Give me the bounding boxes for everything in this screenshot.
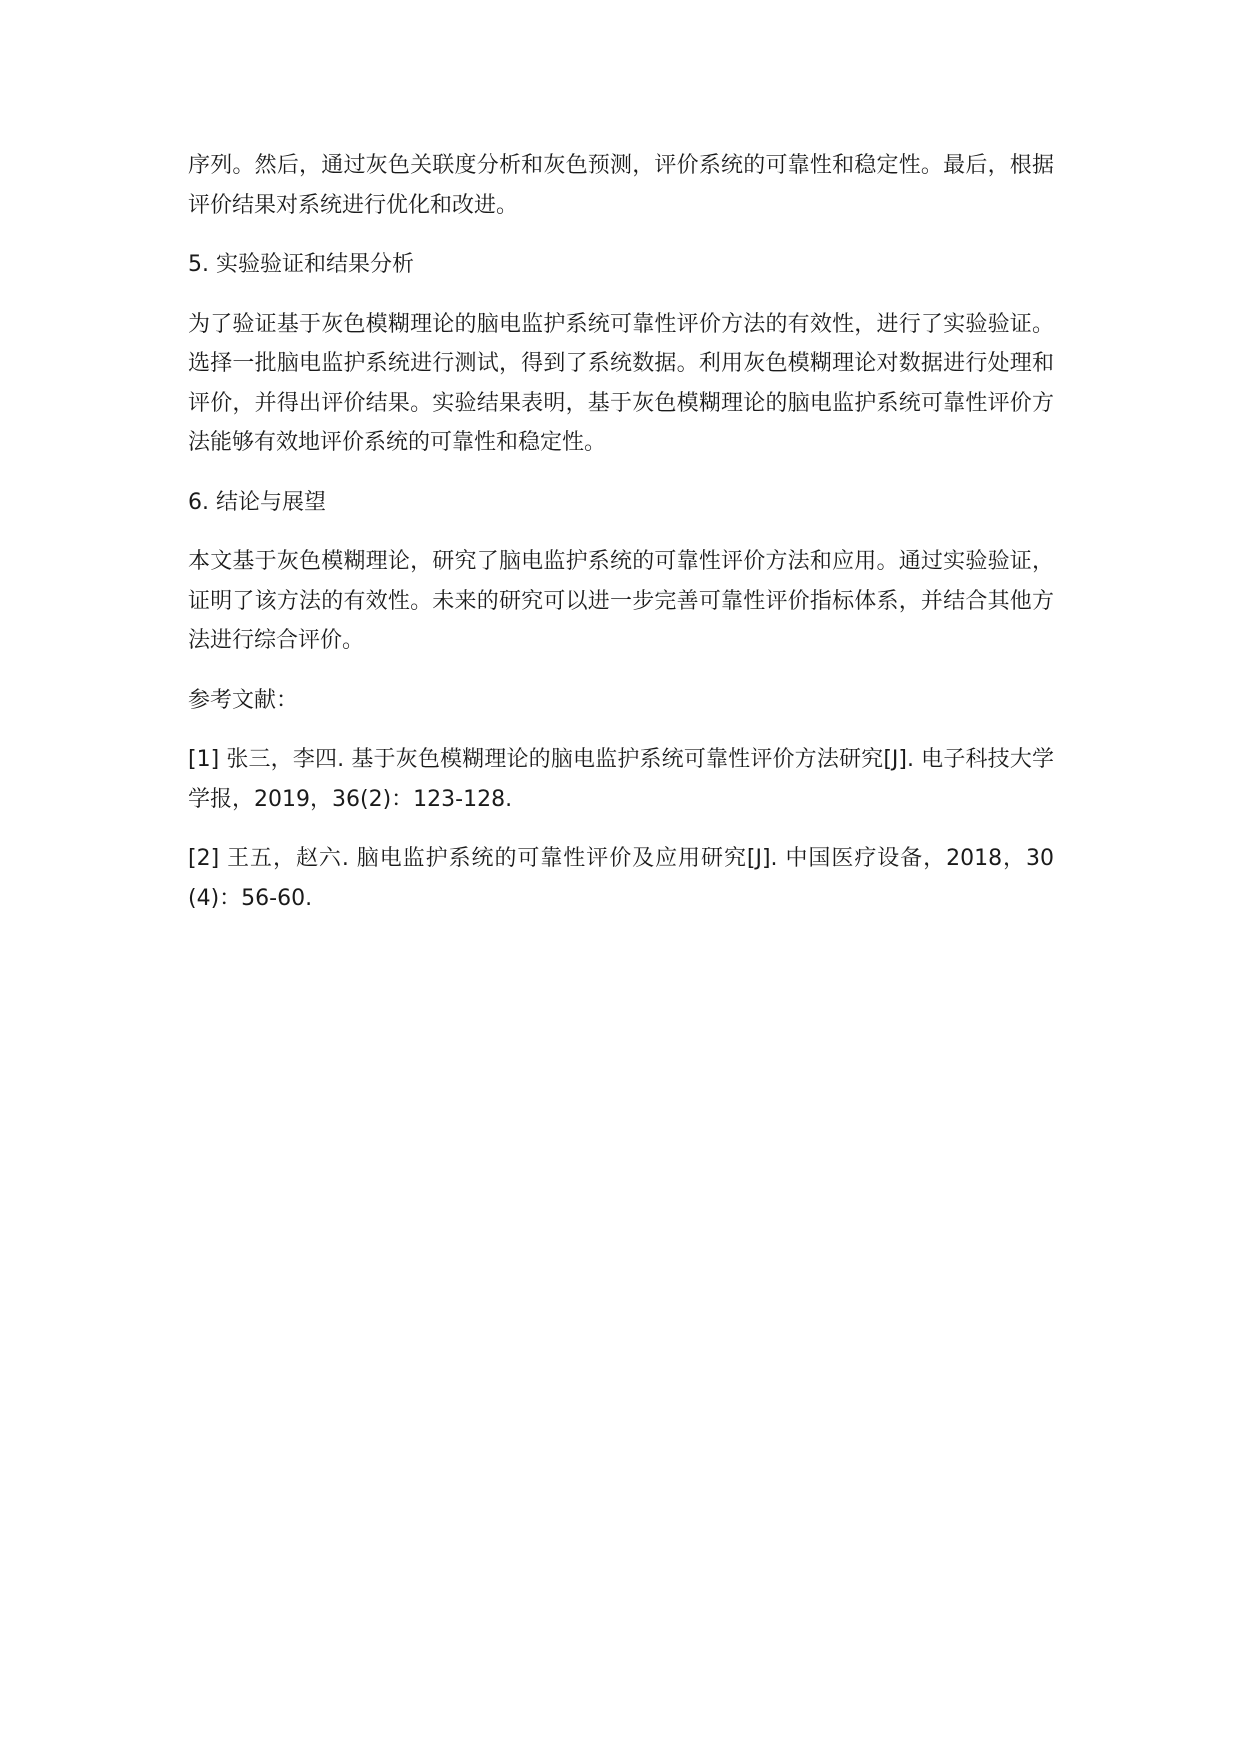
spacer [188,720,1054,740]
spacer [188,285,1054,305]
section-5-heading: 5. 实验验证和结果分析 [188,252,414,277]
section-6-heading: 6. 结论与展望 [188,489,326,515]
references-heading: 参考文献： [188,687,299,713]
intro-continued-paragraph: 序列。然后，通过灰色关联度分析和灰色预测，评价系统的可靠性和稳定性。最后，根据评价结果对系统进行优化和改进。 [188,153,1054,218]
spacer [188,661,1054,681]
spacer [188,819,1054,839]
reference-item: [1] 张三，李四. 基于灰色模糊理论的脑电监护系统可靠性评价方法研究[J]. 电子科技大学学报，2019，36(2)：123-128. [188,747,1054,812]
section-6-paragraph: 本文基于灰色模糊理论，研究了脑电监护系统的可靠性评价方法和应用。通过实验验证，证明了该方法的有效性。未来的研究可以进一步完善可靠性评价指标体系，并结合其他方法进行综合评价。 [188,549,1054,653]
spacer [188,225,1054,245]
spacer [188,522,1054,542]
spacer [188,463,1054,483]
section-5-paragraph: 为了验证基于灰色模糊理论的脑电监护系统可靠性评价方法的有效性，进行了实验验证。选择一批脑电监护系统进行测试，得到了系统数据。利用灰色模糊理论对数据进行处理和评价，并得出评价结果。实验结果表明，基于灰色模糊理论的脑电监护系统可靠性评价方法能够有效地评价系统的可靠性和稳定性。 [188,311,1054,455]
reference-item: [2] 王五，赵六. 脑电监护系统的可靠性评价及应用研究[J]. 中国医疗设备，2018，30(4)：56-60. [188,846,1054,911]
document-body [188,146,1054,918]
